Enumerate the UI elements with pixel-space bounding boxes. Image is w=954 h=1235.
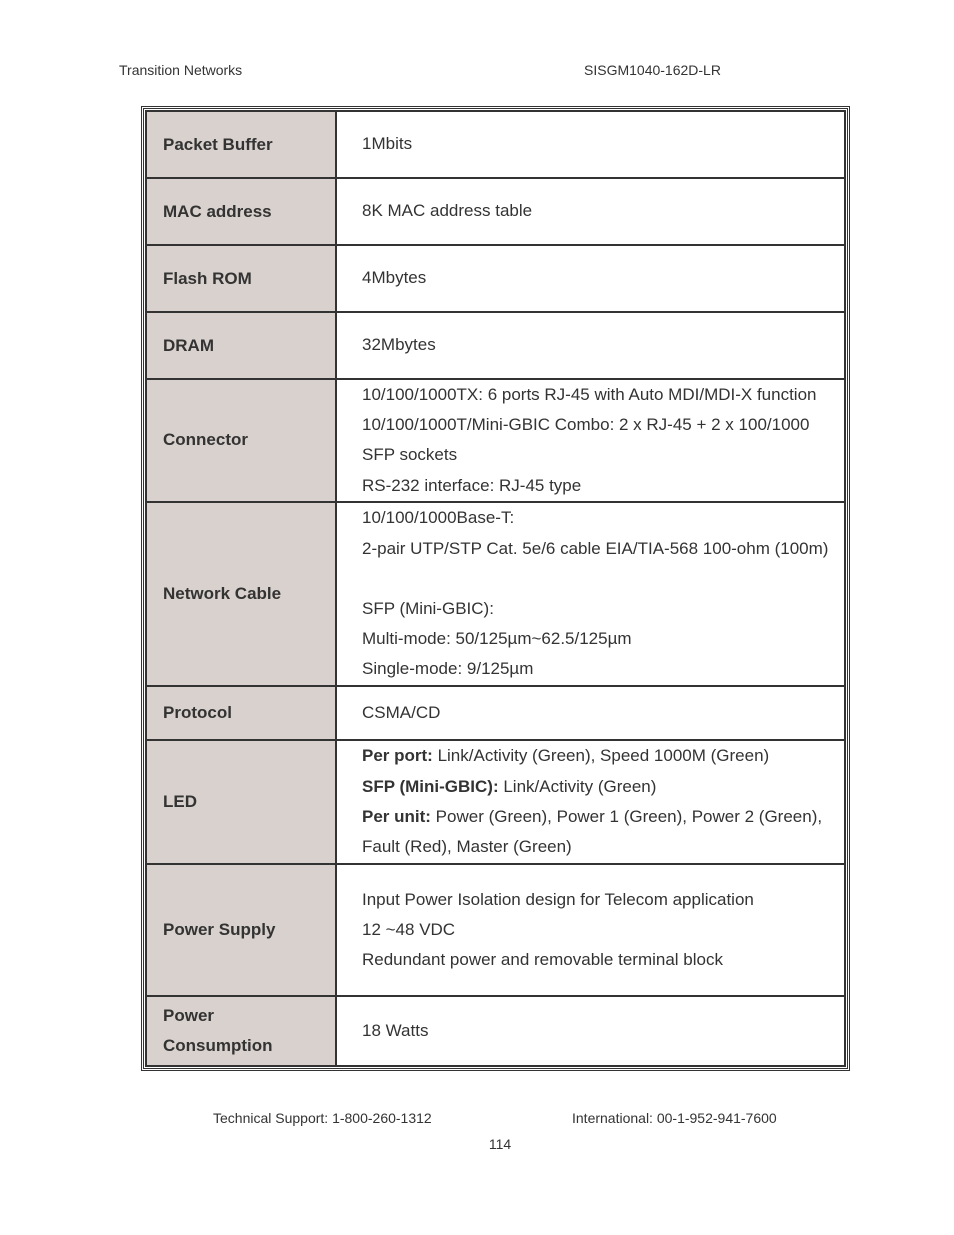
spec-label: Packet Buffer <box>146 111 336 178</box>
cable-line: Multi-mode: 50/125µm~62.5/125µm <box>362 628 632 648</box>
header-model: SISGM1040-162D-LR <box>584 62 721 78</box>
spec-label: Connector <box>146 379 336 502</box>
table-row <box>146 686 845 740</box>
spec-value: 4Mbytes <box>336 245 845 312</box>
table-row <box>146 379 845 502</box>
spec-label: Protocol <box>146 686 336 740</box>
cable-line: Single-mode: 9/125µm <box>362 659 534 679</box>
power-consumption-label-1: Power <box>163 1005 215 1025</box>
led-per-unit-label: Per unit: <box>362 806 431 826</box>
table-row <box>146 740 845 864</box>
table-row <box>146 111 845 178</box>
led-per-port-value: Link/Activity (Green), Speed 1000M (Green) <box>432 746 770 766</box>
led-line-sfp <box>362 772 836 802</box>
connector-line: 10/100/1000T/Mini-GBIC Combo: 2 x RJ-45 + 2 x 100/1000 <box>362 415 810 435</box>
led-per-port-label: Per port: <box>362 746 433 766</box>
spec-value: CSMA/CD <box>336 686 845 740</box>
led-sfp-label: SFP (Mini-GBIC): <box>362 776 499 796</box>
spec-value <box>336 864 845 996</box>
spec-label: Network Cable <box>146 502 336 686</box>
power-supply-line: Input Power Isolation design for Telecom application <box>362 889 754 909</box>
connector-line: 10/100/1000TX: 6 ports RJ-45 with Auto MDI/MDI-X function <box>362 385 817 404</box>
spacer <box>362 564 836 594</box>
spec-value: 1Mbits <box>336 111 845 178</box>
power-supply-line: 12 ~48 VDC <box>362 919 456 939</box>
cable-line: 10/100/1000Base-T: <box>362 508 515 528</box>
led-line-per-port <box>362 741 836 771</box>
spec-label: DRAM <box>146 312 336 379</box>
header-company: Transition Networks <box>119 62 243 78</box>
footer-support: Technical Support: 1-800-260-1312 <box>213 1110 432 1126</box>
page-number: 114 <box>488 1136 512 1152</box>
spec-value <box>336 740 845 864</box>
cable-line: 2-pair UTP/STP Cat. 5e/6 cable EIA/TIA-568 100-ohm (100m) <box>362 538 829 558</box>
footer-international: International: 00-1-952-941-7600 <box>572 1110 777 1126</box>
spec-value: 18 Watts <box>336 996 845 1066</box>
table-row <box>146 178 845 245</box>
power-consumption-label-2: Consumption <box>163 1035 273 1055</box>
led-line-per-unit <box>362 802 836 832</box>
spec-label <box>146 996 336 1066</box>
table-row <box>146 996 845 1066</box>
spec-label: MAC address <box>146 178 336 245</box>
cable-line: SFP (Mini-GBIC): <box>362 598 494 618</box>
table-row <box>146 864 845 996</box>
table-row <box>146 245 845 312</box>
connector-line: SFP sockets <box>362 445 458 465</box>
led-line-per-unit-2: Fault (Red), Master (Green) <box>362 837 572 857</box>
led-sfp-value: Link/Activity (Green) <box>498 776 657 796</box>
spec-label: Flash ROM <box>146 245 336 312</box>
spec-value: 8K MAC address table <box>336 178 845 245</box>
table-row <box>146 312 845 379</box>
spec-label: Power Supply <box>146 864 336 996</box>
led-per-unit-value: Power (Green), Power 1 (Green), Power 2 (Green), <box>430 806 823 826</box>
table-row <box>146 502 845 686</box>
spec-value: 32Mbytes <box>336 312 845 379</box>
spec-value <box>336 502 845 686</box>
spec-label: LED <box>146 740 336 864</box>
power-supply-line: Redundant power and removable terminal block <box>362 949 723 969</box>
spec-table <box>141 106 850 1071</box>
spec-value <box>336 379 845 502</box>
connector-line: RS-232 interface: RJ-45 type <box>362 475 582 495</box>
